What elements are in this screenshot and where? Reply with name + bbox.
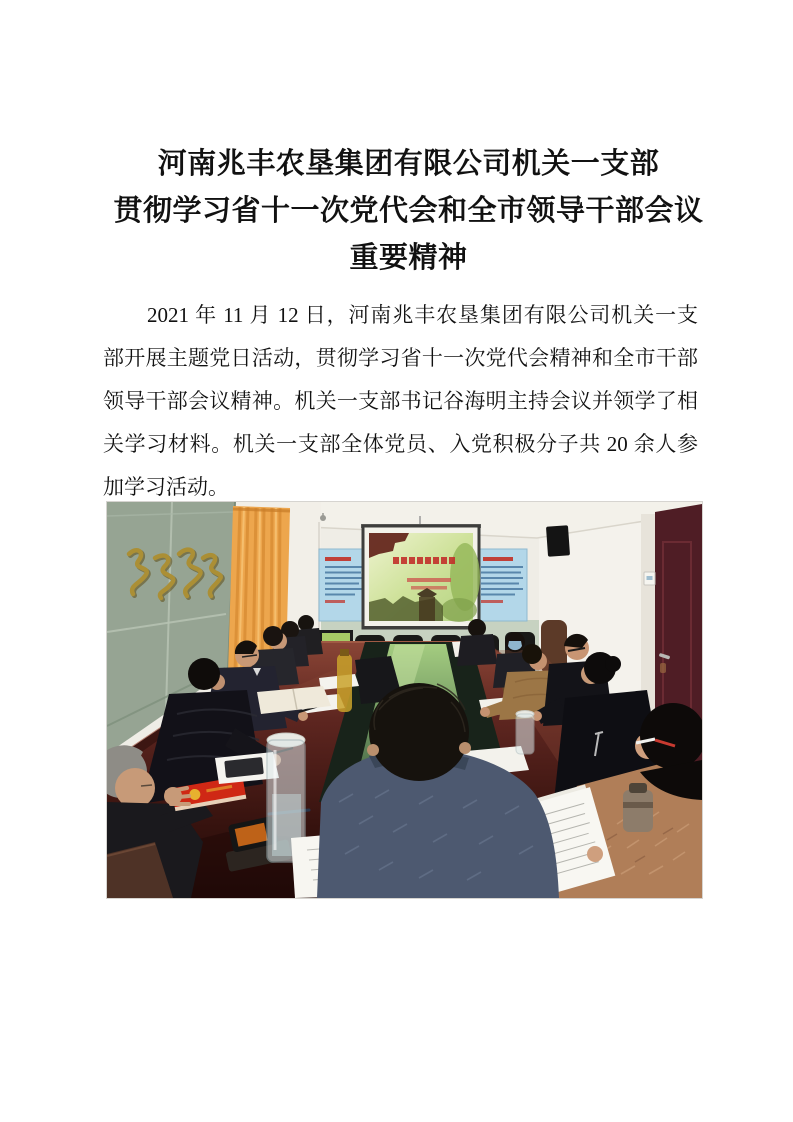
meeting-photo — [107, 502, 702, 898]
paragraph-line: 加学习活动。 — [103, 475, 229, 499]
paragraph-line: 关学习材料。机关一支部全体党员、入党积极分子共 20 余人参 — [103, 432, 698, 456]
paragraph-line: 领导干部会议精神。机关一支部书记谷海明主持会议并领学了相 — [103, 389, 698, 413]
projection-screen — [361, 516, 481, 629]
meeting-room-scene — [107, 502, 702, 898]
speaker — [546, 525, 570, 556]
wall-switch — [644, 572, 655, 585]
article-paragraph — [103, 294, 698, 509]
holding-hand — [164, 787, 189, 805]
article-title-line-1: 河南兆丰农垦集团有限公司机关一支部 — [157, 148, 660, 180]
article-title-line-3: 重要精神 — [349, 242, 468, 274]
thermos — [623, 790, 653, 832]
paragraph-line: 部开展主题党日活动，贯彻学习省十一次党代会精神和全市干部 — [103, 346, 698, 370]
paragraph-line: 2021 年 11 月 12 日，河南兆丰农垦集团有限公司机关一支 — [147, 303, 698, 327]
article-title — [103, 141, 714, 282]
article-title-line-2: 贯彻学习省十一次党代会和全市领导干部会议 — [113, 195, 704, 227]
